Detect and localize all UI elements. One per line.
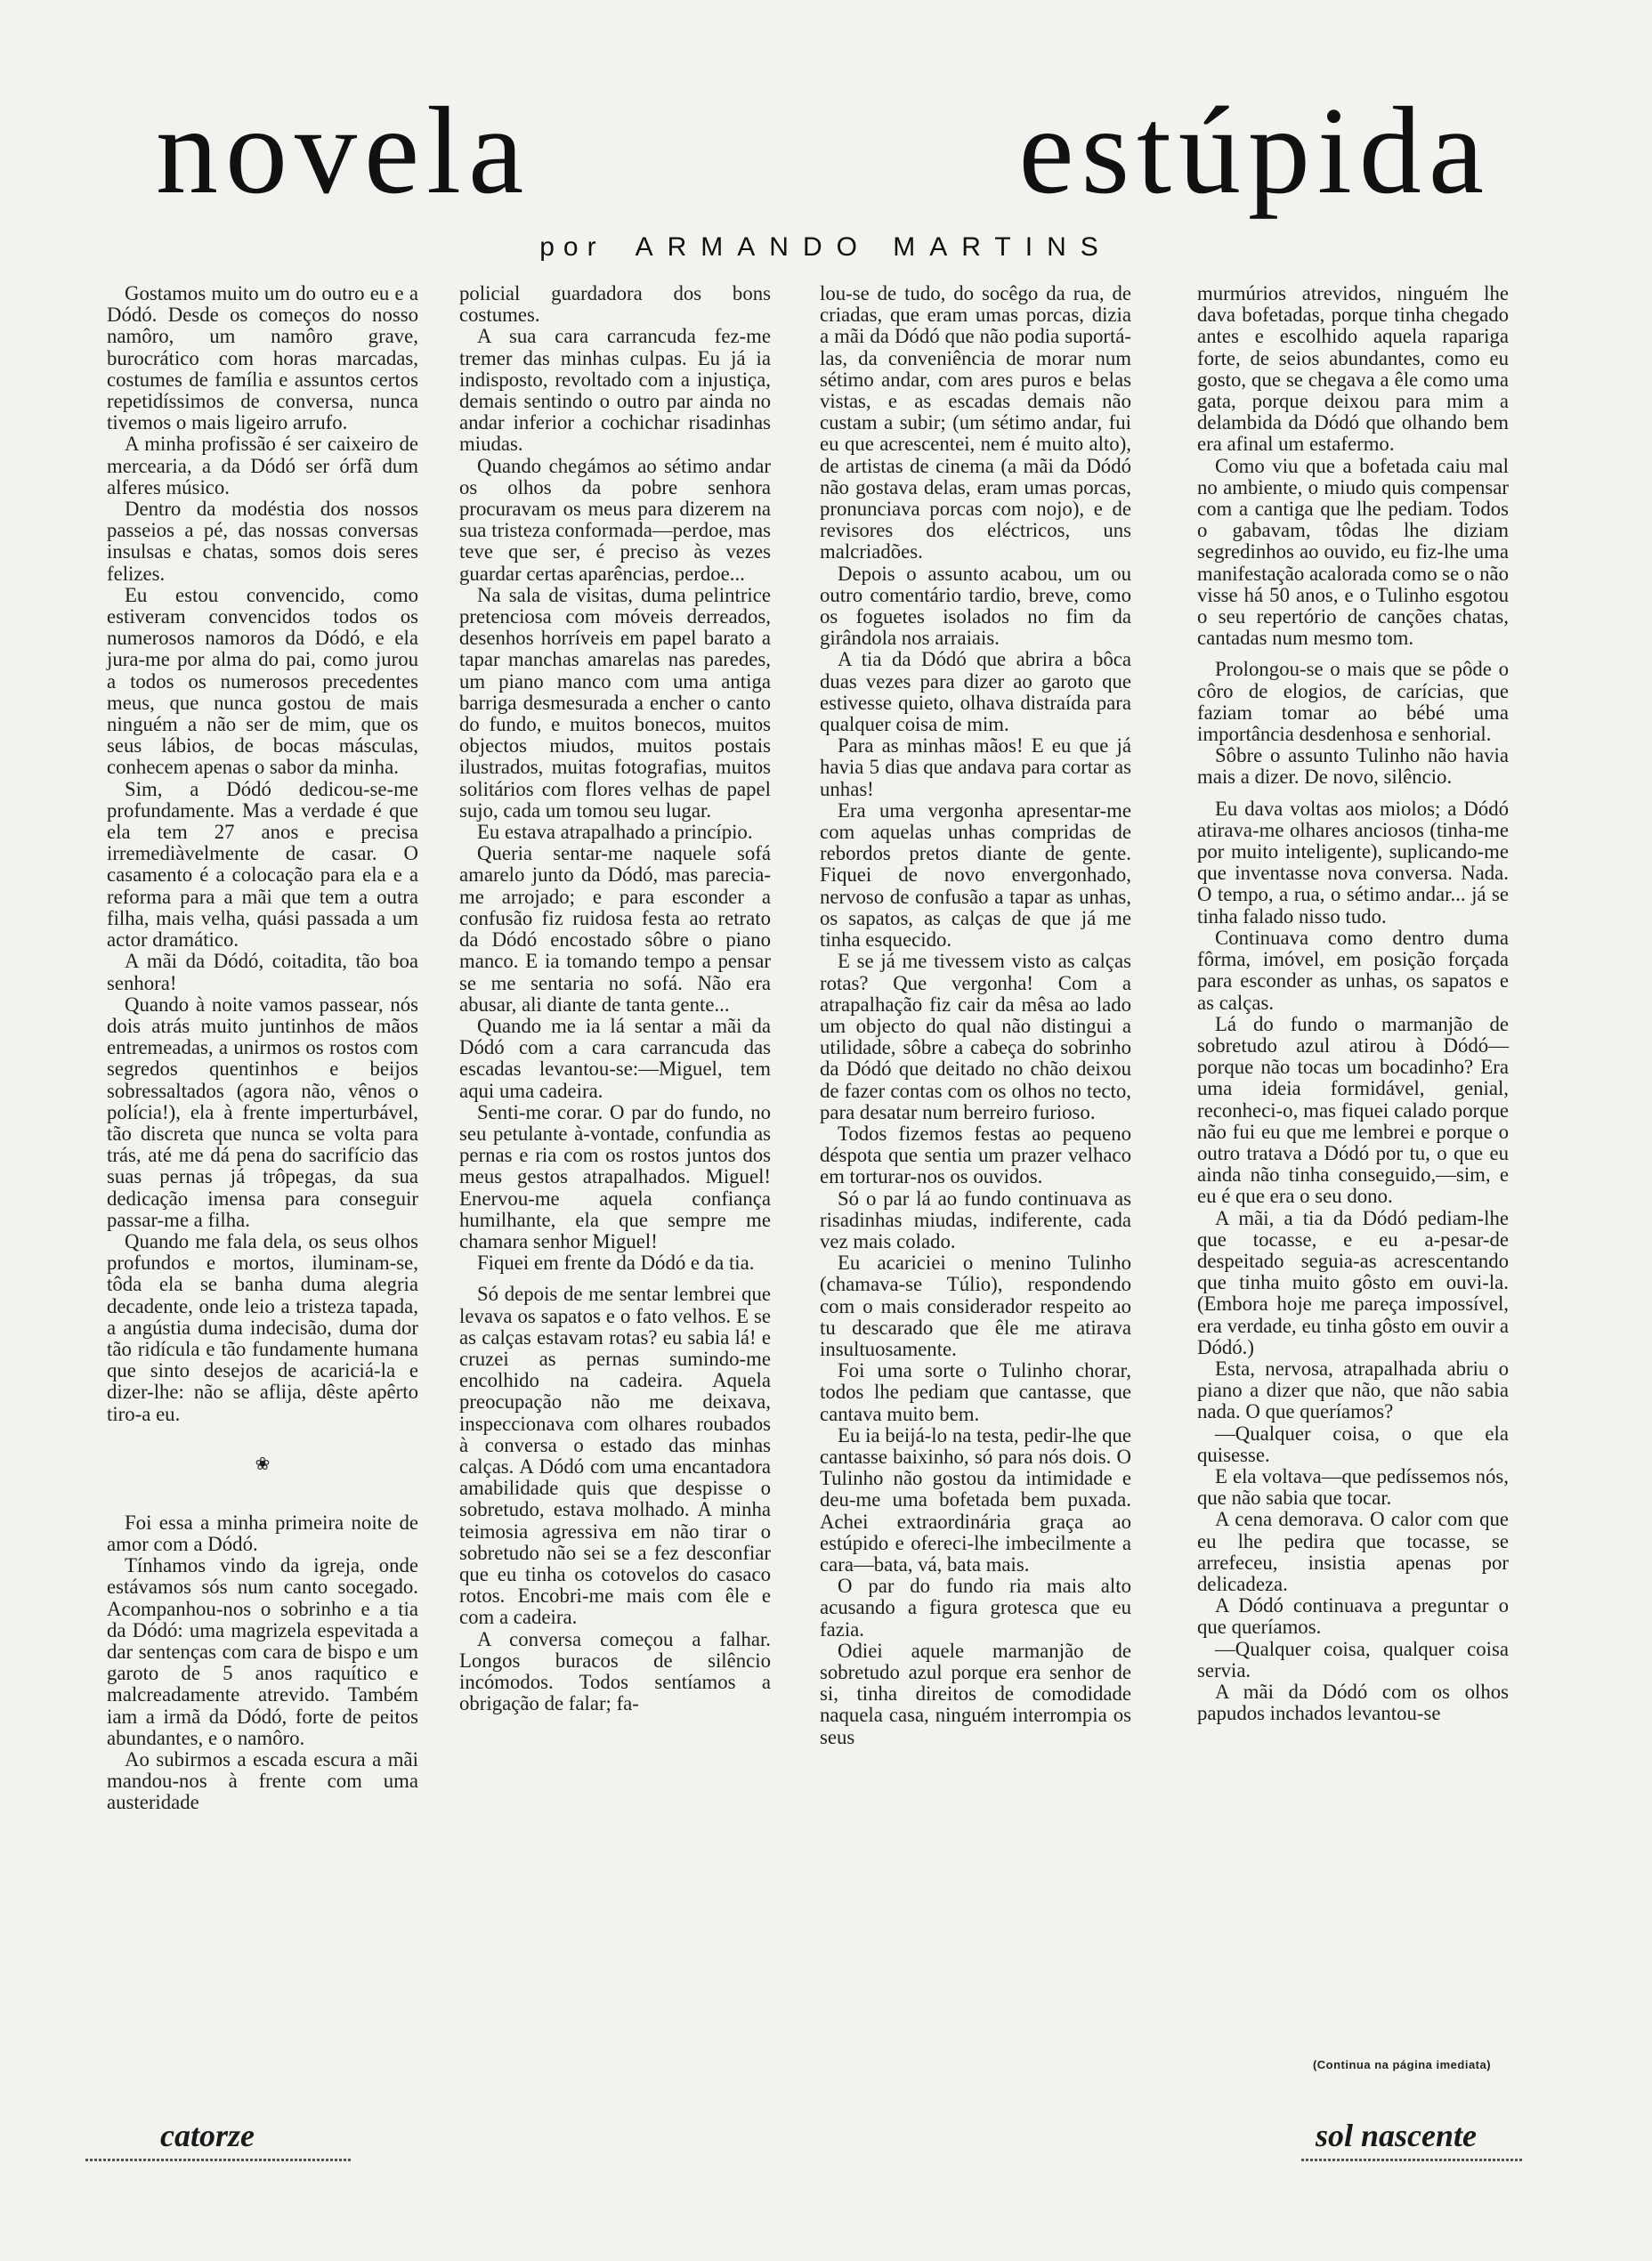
paragraph: E ela voltava—que pedíssemos nós, que não sabia que tocar. (1197, 1464, 1509, 1510)
footer-rule-right (1301, 2159, 1524, 2161)
paragraph: —Qualquer coisa, o que ela quisesse. (1197, 1422, 1509, 1466)
page-number-word: catorze (160, 2118, 255, 2153)
text-column-1 (107, 283, 418, 1814)
paragraph: A mãi da Dódó com os olhos papudos inchados levantou-se (1197, 1681, 1509, 1725)
page-title: novela estúpida (156, 82, 1491, 220)
paragraph: Todos fizemos festas ao pequeno déspota que sentia um prazer velhaco em torturar-nos os ouvidos. (820, 1122, 1131, 1188)
paragraph: A cena demorava. O calor com que eu lhe pedira que tocasse, se arrefeceu, insistia apenas por delicadeza. (1197, 1508, 1509, 1595)
paragraph: Eu acariciei o menino Tulinho (chamava-se Túlio), respondendo com o mais considerador respeito ao tu descarado que êle me atirava insultuosamente. (820, 1252, 1131, 1360)
continued-note: (Continua na página imediata) (1312, 2058, 1492, 2071)
section-break-ornament: ❀ (255, 1454, 271, 1474)
paragraph: Na sala de visitas, duma pelintrice pretenciosa com móveis derreados, desenhos horríveis em papel barato a tapar manchas amarelas nas paredes, um piano manco com uma antiga barriga desmesurada a encher o canto do fundo, e muitos bonecos, muitos objectos miudos, muitos postais ilustrados, muitas fotografias, muitos solitários com flores velhas de papel sujo, cada um tomou seu lugar. (459, 583, 771, 822)
paragraph: Como viu que a bofetada caiu mal no ambiente, o miudo quis compensar com a cantiga que lhe pediam. Todos o gabavam, tôdas lhe diziam segredinhos ao ouvido, eu fiz-lhe uma manifestação acalorada como se o não visse há 50 anos, e o Tulinho esgotou o seu repertório de canções chatas, cantadas num mesmo tom. (1197, 454, 1510, 650)
paragraph: Eu estou convencido, como estiveram convencidos todos os numerosos namoros da Dódó, e ela jura-me por alma do pai, como jurou a todos os numerosos precedentes meus, que nunca gostou de mais ninguém a não ser de mim, que os seus lábios, de bocas másculas, conhecem apenas o sabor da minha. (107, 583, 418, 779)
paragraph: O par do fundo ria mais alto acusando a figura grotesca que eu fazia. (820, 1575, 1131, 1641)
paragraph: Tínhamos vindo da igreja, onde estávamos sós num canto socegado. Acompanhou-nos o sobrinho e a tia da Dódó: uma magrizela espevitada a dar sentenças com cara de bispo e um garoto de 5 anos raquítico e malcreadamente atrevido. Também iam a irmã da Dódó, forte de peitos abundantes, e o namôro. (107, 1554, 418, 1749)
paragraph: Eu ia beijá-lo na testa, pedir-lhe que cantasse baixinho, só para nós dois. O Tulinho não gostou da intimidade e deu-me uma bofetada bem puxada. Achei extraordinária graça ao estúpido e ofereci-lhe imbecilmente a cara—bata, vá, bata mais. (820, 1423, 1131, 1576)
paragraph: Quando chegámos ao sétimo andar os olhos da pobre senhora procuravam os meus para dizerem na sua tristeza conformada—perdoe, mas teve que ser, é preciso às vezes guardar certas aparências, perdoe... (459, 454, 771, 585)
paragraph: Só o par lá ao fundo continuava as risadinhas miudas, indiferente, cada vez mais colado. (820, 1187, 1131, 1252)
paragraph: Ao subirmos a escada escura a mãi mandou-nos à frente com uma austeridade (107, 1748, 418, 1814)
paragraph: Sim, a Dódó dedicou-se-me profundamente. Mas a verdade é que ela tem 27 anos e precisa irremediàvelmente de casar. O casamento é a colocação para ela e a reforma para a mãi que tem a outra filha, mais velha, quási passada a um actor dramático. (107, 777, 418, 952)
paragraph: Esta, nervosa, atrapalhada abriu o piano a dizer que não, que não sabia nada. O que queríamos? (1197, 1357, 1509, 1423)
paragraph: Gostamos muito um do outro eu e a Dódó. Desde os começos do nosso namôro, um namôro grave, burocrático com horas marcadas, costumes de família e assuntos certos repetidíssimos de conversa, nunca tivemos o mais ligeiro arrufo. (107, 282, 418, 434)
paragraph: A mãi, a tia da Dódó pediam-lhe que tocasse, e eu a-pesar-de despeitado seguia-as acrescentando que tinha muito gôsto em ouvi-la. (Embora hoje me pareça impossível, era verdade, eu tinha gôsto em ouvir a Dódó.) (1197, 1206, 1509, 1358)
paragraph: Queria sentar-me naquele sofá amarelo junto da Dódó, mas parecia-me arrojado; e para esconder a confusão fiz ruidosa festa ao retrato da Dódó encostado sôbre o piano manco. E ia tomando tempo a pensar se me sentaria no sofá. Não era abusar, ali diante de tanta gente... (459, 842, 771, 1016)
paragraph: —Qualquer coisa, qualquer coisa servia. (1197, 1637, 1509, 1682)
paragraph: Para as minhas mãos! E eu que já havia 5 dias que andava para cortar as unhas! (820, 734, 1131, 800)
paragraph: lou-se de tudo, do socêgo da rua, de criadas, que eram umas porcas, dizia a mãi da Dódó que não podia suportá-las, da conveniência de morar num sétimo andar, com ares puros e belas vistas, e as escadas demais não custam a subir; (um sétimo andar, fui eu que acrescentei, nem é muito alto), de artistas de cinema (a mãi da Dódó não gostava delas, eram umas porcas, pronunciava porcas com nojo), e de revisores dos eléctricos, uns malcriadões. (820, 282, 1131, 563)
paragraph: Era uma vergonha apresentar-me com aquelas unhas compridas de rebordos pretos diante de gente. Fiquei de novo envergonhado, nervoso de confusão a tapar as unhas, os sapatos, as calças de que já me tinha esquecido. (820, 798, 1131, 952)
paragraph: Foi essa a minha primeira noite de amor com a Dódó. (107, 1511, 418, 1555)
paragraph: A minha profissão é ser caixeiro de mercearia, a da Dódó ser órfã dum alferes músico. (107, 433, 418, 498)
paragraph: E se já me tivessem visto as calças rotas? Que vergonha! Com a atrapalhação fiz cair da mêsa ao lado um objecto do qual não distingui a utilidade, sôbre a cabeça do sobrinho da Dódó que deitado no chão deixou de fazer contas com os olhos no tecto, para desatar num berreiro furioso. (820, 950, 1131, 1123)
paragraph: A conversa começou a falhar. Longos buracos de silêncio incómodos. Todos sentíamos a obrigação de falar; fa- (459, 1627, 771, 1715)
paragraph: A Dódó continuava a preguntar o que queríamos. (1197, 1594, 1509, 1639)
paragraph: A mãi da Dódó, coitadita, tão boa senhora! (107, 950, 418, 994)
paragraph: Odiei aquele marmanjão de sobretudo azul porque era senhor de si, tinha direitos de comodidade naquela casa, ninguém interrompia os seus (820, 1639, 1131, 1748)
paragraph: Eu estava atrapalhado a princípio. (477, 821, 753, 844)
paragraph: murmúrios atrevidos, ninguém lhe dava bofetadas, porque tinha chegado antes e escolhido aquela rapariga forte, de seios abundantes, como eu gosto, que se chegava a êle como uma gata, porque deixou para mim a delambida da Dódó que olhando bem era afinal um estafermo. (1197, 282, 1509, 456)
paragraph: Prolongou-se o mais que se pôde o côro de elogios, de carícias, que faziam tomar ao bébé uma importância desdenhosa e senhorial. (1197, 658, 1509, 746)
paragraph: Sôbre o assunto Tulinho não havia mais a dizer. De novo, silêncio. (1197, 744, 1509, 789)
paragraph: Fiquei em frente da Dódó e da tia. (477, 1252, 755, 1275)
paragraph: Quando me fala dela, os seus olhos profundos e mortos, iluminam-se, tôda ela se banha duma alegria decadente, onde leio a tristeza tapada, a angústia duma indecisão, duma dor tão ridícula e tão fundamente humana que sinto desejos de acariciá-la e dizer-lhe: não se aflija, dêste apêrto tiro-a eu. (107, 1229, 418, 1425)
text-column-2 (459, 283, 771, 1714)
paragraph: Quando à noite vamos passear, nós dois atrás muito juntinhos de mãos entremeadas, a unirmos os rostos com segredos quentinhos e beijos sobressaltados (agora não, vênos o polícia!), ela à frente imperturbável, tão discreta que nunca se volta para trás, até me dá pena do sacrifício das suas pernas já trôpegas, da sua dedicação imensa para conseguir passar-me a filha. (107, 993, 418, 1231)
paragraph: Foi uma sorte o Tulinho chorar, todos lhe pediam que cantasse, que cantava muito bem. (820, 1359, 1131, 1425)
paragraph: Só depois de me sentar lembrei que levava os sapatos e o fato velhos. E se as calças estavam rotas? eu sabia lá! e cruzei as pernas sumindo-me encolhido na cadeira. Aquela preocupação não me deixava, inspeccionava com olhares roubados à conversa o estado das minhas calças. A Dódó com uma encantadora amabilidade quis que despisse o sobretudo, estava molhado. A minha teimosia agressiva em não tirar o sobretudo não sei se a fez desconfiar que eu tinha os cotovelos do casaco rotos. Encobri-me mais com êle e com a cadeira. (459, 1283, 771, 1629)
paragraph: Continuava como dentro duma fôrma, imóvel, em posição forçada para esconder as unhas, os sapatos e as calças. (1197, 926, 1509, 1014)
text-column-4 (1197, 283, 1509, 1724)
paragraph: Lá do fundo o marmanjão de sobretudo azul atirou à Dódó—porque não tocas um bocadinho? Era uma ideia formidável, genial, reconheci-o, mas fiquei calado porque não fui eu que me lembrei e porque o outro tratava a Dódó por tu, o que eu ainda não tinha conseguido,—sim, e eu é que era o seu dono. (1197, 1012, 1509, 1208)
paragraph: A sua cara carrancuda fez-me tremer das minhas culpas. Eu já ia indisposto, revoltado com a injustiça, demais sentindo o outro par ainda no andar inferior a cochichar risadinhas miudas. (459, 325, 771, 456)
paragraph: Depois o assunto acabou, um ou outro comentário tardio, breve, como os foguetes isolados no fim da girândola nos arraiais. (820, 562, 1131, 650)
byline (0, 230, 1652, 265)
magazine-name: sol nascente (1316, 2118, 1478, 2153)
paragraph: Quando me ia lá sentar a mãi da Dódó com a cara carrancuda das escadas levantou-se:—Miguel, tem aqui uma cadeira. (459, 1014, 771, 1102)
paragraph: policial guardadora dos bons costumes. (459, 282, 771, 327)
footer-rule-left (85, 2159, 352, 2161)
paragraph: A tia da Dódó que abrira a bôca duas vezes para dizer ao garoto que estivesse quieto, olhava distraída para qualquer coisa de mim. (820, 648, 1131, 736)
author-name: ARMANDO MARTINS (635, 232, 1113, 262)
byline-prefix: por (539, 232, 605, 262)
text-column-3 (820, 283, 1131, 1748)
paragraph: Senti-me corar. O par do fundo, no seu petulante à-vontade, confundia as pernas e ria com os rostos juntos dos meus gestos atrapalhados. Miguel! Enervou-me aquela confiança humilhante, ela que sempre me chamara senhor Miguel! (459, 1100, 771, 1252)
paragraph: Eu dava voltas aos miolos; a Dódó atirava-me olhares anciosos (tinha-me por muito inteligente), suplicando-me que inventasse nova conversa. Nada. O tempo, a rua, o sétimo andar... já se tinha falado nisso tudo. (1197, 797, 1509, 928)
paragraph: Dentro da modéstia dos nossos passeios a pé, das nossas conversas insulsas e chatas, somos dois seres felizes. (107, 498, 418, 585)
